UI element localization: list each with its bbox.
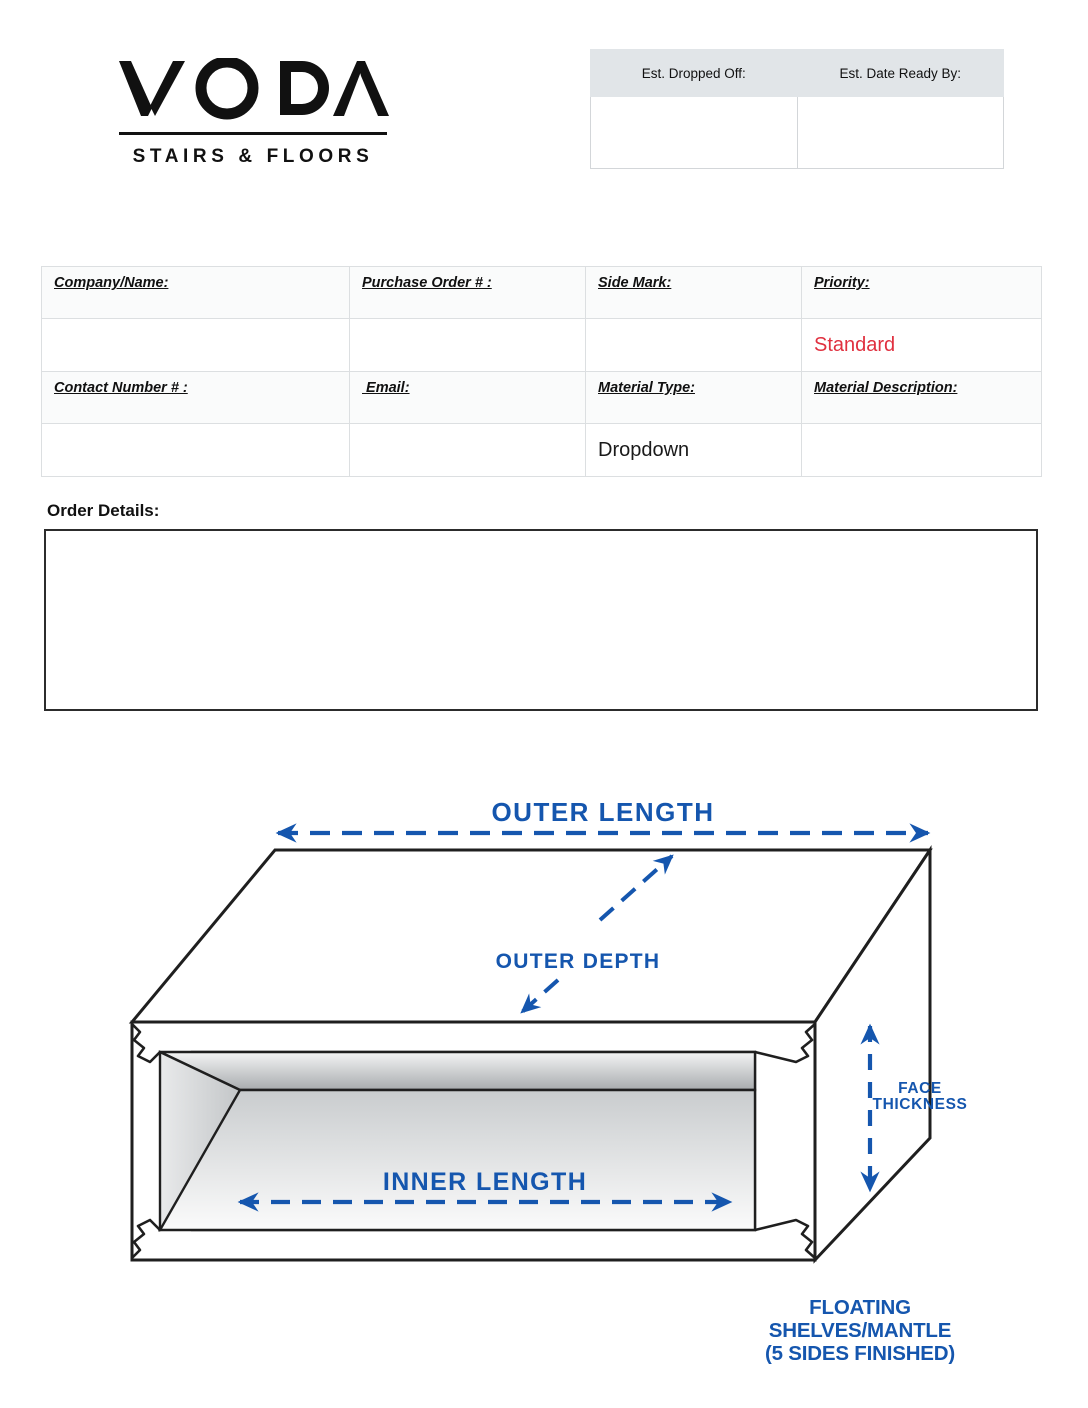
purchase-order-field[interactable] xyxy=(350,319,586,372)
side-mark-field[interactable] xyxy=(586,319,802,372)
face-thickness-label-line1: FACE xyxy=(898,1080,942,1097)
email-label: Email: xyxy=(362,380,410,396)
company-name-label: Company/Name: xyxy=(54,275,169,291)
priority-label: Priority: xyxy=(814,275,870,291)
brand-logo xyxy=(108,58,398,168)
info-label-row-2 xyxy=(42,372,1042,424)
material-type-label: Material Type: xyxy=(598,380,695,396)
contact-number-field[interactable] xyxy=(42,424,350,477)
estimate-dates-table xyxy=(590,49,1004,169)
cavity-floor xyxy=(160,1090,755,1230)
info-label-row-1 xyxy=(42,267,1042,319)
est-dropped-off-label: Est. Dropped Off: xyxy=(591,50,798,97)
side-mark-label-cell xyxy=(586,267,802,319)
est-date-ready-by-input[interactable] xyxy=(797,97,1004,169)
material-type-dropdown[interactable] xyxy=(586,424,802,477)
purchase-order-label: Purchase Order # : xyxy=(362,275,492,291)
diagram-caption xyxy=(700,1297,1020,1366)
caption-line-2: SHELVES/MANTLE xyxy=(768,1318,952,1342)
floating-shelf-diagram xyxy=(100,790,1000,1300)
info-value-row-2 xyxy=(42,424,1042,477)
priority-value: Standard xyxy=(814,333,896,356)
material-description-label: Material Description: xyxy=(814,380,958,396)
date-header-row xyxy=(591,50,1004,97)
inner-length-label: INNER LENGTH xyxy=(382,1168,588,1196)
outer-length-label: OUTER LENGTH xyxy=(491,797,715,827)
side-mark-label: Side Mark: xyxy=(598,275,672,291)
voda-wordmark-icon xyxy=(117,58,389,120)
face-thickness-label-line2: THICKNESS xyxy=(872,1096,968,1113)
priority-label-cell xyxy=(802,267,1042,319)
est-date-ready-by-label: Est. Date Ready By: xyxy=(797,50,1004,97)
info-value-row-1 xyxy=(42,319,1042,372)
email-label-cell xyxy=(350,372,586,424)
purchase-order-label-cell xyxy=(350,267,586,319)
material-type-label-cell xyxy=(586,372,802,424)
outer-depth-label: OUTER DEPTH xyxy=(495,950,661,973)
cavity-ceiling xyxy=(160,1052,755,1090)
est-dropped-off-input[interactable] xyxy=(591,97,798,169)
material-description-label-cell xyxy=(802,372,1042,424)
contact-number-label-cell xyxy=(42,372,350,424)
order-details-label: Order Details: xyxy=(47,501,160,520)
company-name-field[interactable] xyxy=(42,319,350,372)
caption-line-1: FLOATING xyxy=(809,1296,911,1319)
company-name-label-cell xyxy=(42,267,350,319)
caption-line-3: (5 SIDES FINISHED) xyxy=(764,1341,956,1365)
email-field[interactable] xyxy=(350,424,586,477)
order-info-table xyxy=(41,266,1042,477)
contact-number-label: Contact Number # : xyxy=(54,380,188,396)
shelf-top-face xyxy=(132,850,930,1022)
material-description-field[interactable] xyxy=(802,424,1042,477)
logo-divider xyxy=(119,132,387,135)
date-value-row xyxy=(591,97,1004,169)
priority-field[interactable] xyxy=(802,319,1042,372)
order-details-textarea[interactable] xyxy=(44,529,1038,711)
material-type-value: Dropdown xyxy=(598,438,690,461)
brand-tagline: STAIRS & FLOORS xyxy=(132,146,374,167)
